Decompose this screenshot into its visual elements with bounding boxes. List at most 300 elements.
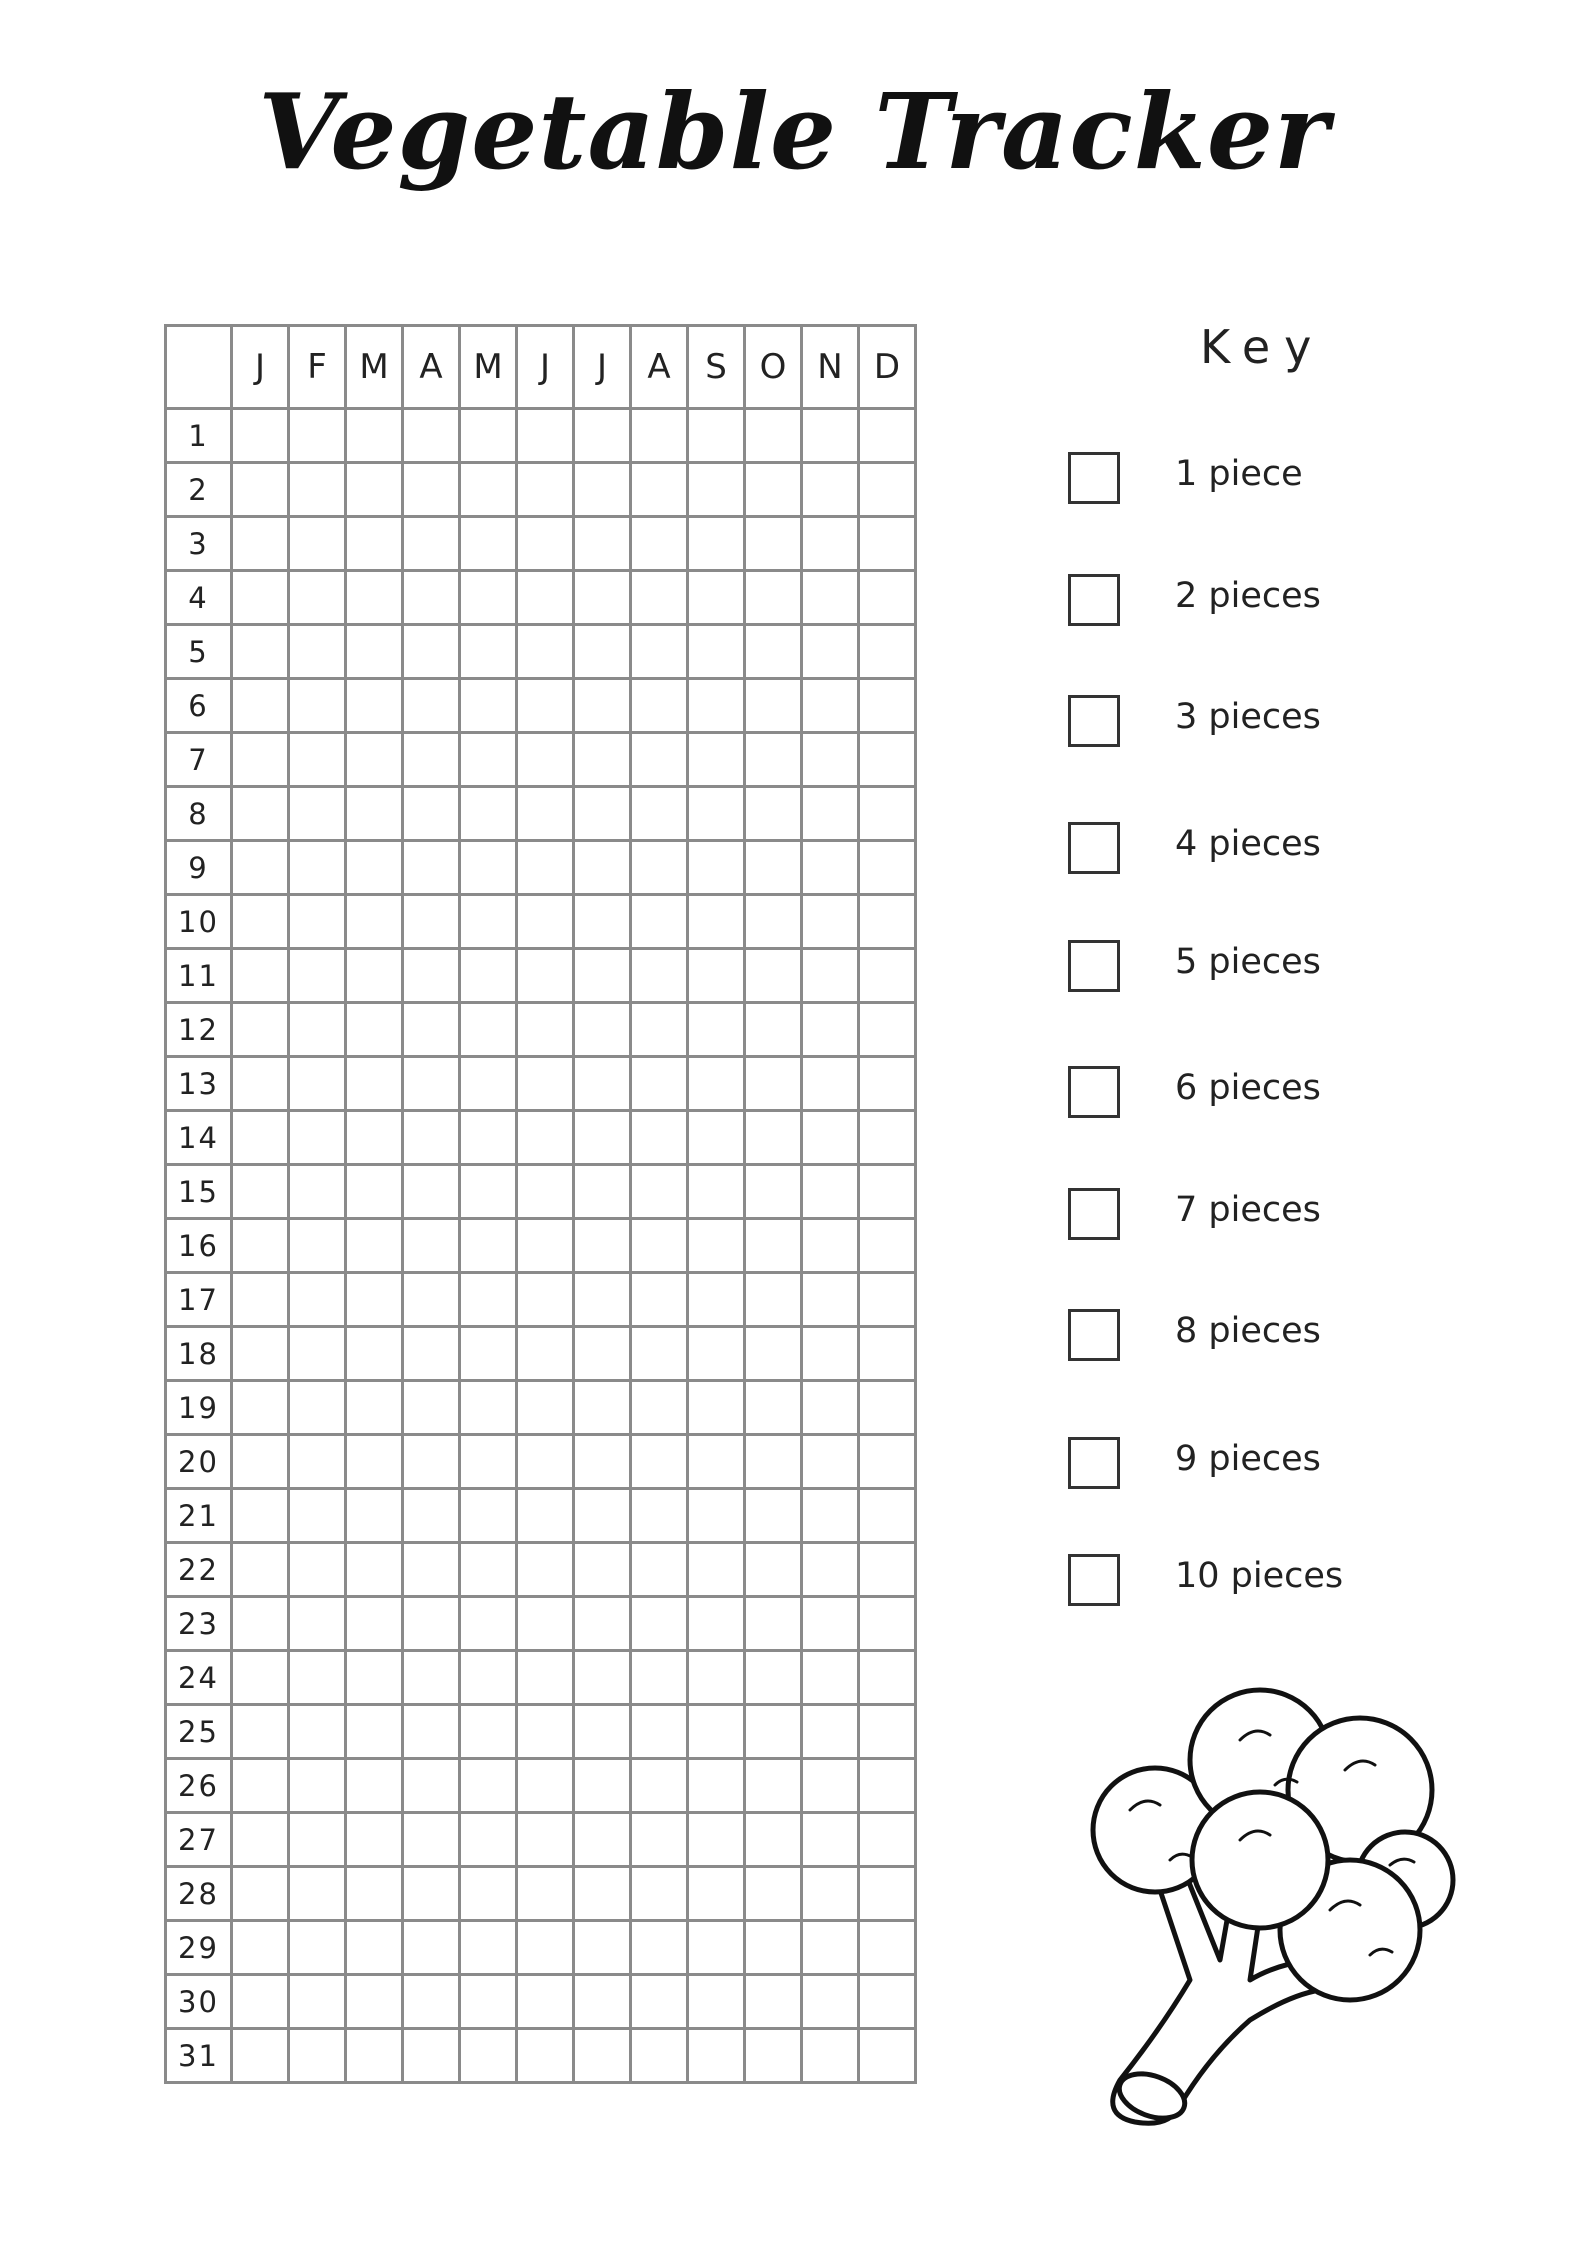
tracker-cell[interactable]	[745, 463, 802, 517]
tracker-cell[interactable]	[517, 463, 574, 517]
tracker-cell[interactable]	[232, 2029, 289, 2083]
tracker-cell[interactable]	[460, 1327, 517, 1381]
tracker-cell[interactable]	[289, 1327, 346, 1381]
tracker-cell[interactable]	[859, 895, 916, 949]
tracker-cell[interactable]	[745, 1867, 802, 1921]
tracker-cell[interactable]	[574, 1273, 631, 1327]
tracker-cell[interactable]	[289, 517, 346, 571]
tracker-cell[interactable]	[802, 625, 859, 679]
tracker-cell[interactable]	[289, 463, 346, 517]
tracker-cell[interactable]	[232, 1165, 289, 1219]
tracker-cell[interactable]	[403, 1597, 460, 1651]
tracker-cell[interactable]	[688, 1705, 745, 1759]
tracker-cell[interactable]	[460, 1867, 517, 1921]
tracker-cell[interactable]	[802, 1435, 859, 1489]
tracker-cell[interactable]	[403, 1867, 460, 1921]
tracker-cell[interactable]	[517, 787, 574, 841]
tracker-cell[interactable]	[346, 1057, 403, 1111]
tracker-cell[interactable]	[460, 517, 517, 571]
tracker-cell[interactable]	[802, 1921, 859, 1975]
tracker-cell[interactable]	[574, 679, 631, 733]
tracker-cell[interactable]	[346, 1327, 403, 1381]
tracker-cell[interactable]	[460, 679, 517, 733]
key-checkbox[interactable]	[1068, 1188, 1120, 1240]
tracker-cell[interactable]	[460, 733, 517, 787]
tracker-cell[interactable]	[688, 1597, 745, 1651]
tracker-cell[interactable]	[631, 1759, 688, 1813]
tracker-cell[interactable]	[631, 1165, 688, 1219]
tracker-cell[interactable]	[574, 1651, 631, 1705]
tracker-cell[interactable]	[232, 895, 289, 949]
tracker-cell[interactable]	[403, 1219, 460, 1273]
tracker-cell[interactable]	[517, 409, 574, 463]
tracker-cell[interactable]	[574, 1003, 631, 1057]
tracker-cell[interactable]	[517, 1813, 574, 1867]
tracker-cell[interactable]	[232, 1111, 289, 1165]
tracker-cell[interactable]	[460, 1813, 517, 1867]
tracker-cell[interactable]	[745, 1057, 802, 1111]
tracker-cell[interactable]	[688, 1273, 745, 1327]
tracker-cell[interactable]	[232, 841, 289, 895]
tracker-cell[interactable]	[232, 1219, 289, 1273]
tracker-cell[interactable]	[517, 895, 574, 949]
tracker-cell[interactable]	[289, 1489, 346, 1543]
tracker-cell[interactable]	[574, 1327, 631, 1381]
tracker-cell[interactable]	[232, 1705, 289, 1759]
tracker-cell[interactable]	[460, 1111, 517, 1165]
tracker-cell[interactable]	[745, 1543, 802, 1597]
tracker-cell[interactable]	[745, 1651, 802, 1705]
tracker-cell[interactable]	[517, 1273, 574, 1327]
tracker-cell[interactable]	[802, 733, 859, 787]
tracker-cell[interactable]	[403, 1165, 460, 1219]
tracker-cell[interactable]	[460, 1165, 517, 1219]
tracker-cell[interactable]	[574, 2029, 631, 2083]
tracker-cell[interactable]	[688, 1057, 745, 1111]
tracker-cell[interactable]	[289, 895, 346, 949]
tracker-cell[interactable]	[745, 679, 802, 733]
tracker-cell[interactable]	[745, 571, 802, 625]
tracker-cell[interactable]	[859, 1597, 916, 1651]
tracker-cell[interactable]	[631, 1273, 688, 1327]
tracker-cell[interactable]	[403, 787, 460, 841]
tracker-cell[interactable]	[460, 1921, 517, 1975]
tracker-cell[interactable]	[574, 841, 631, 895]
key-checkbox[interactable]	[1068, 1066, 1120, 1118]
tracker-cell[interactable]	[346, 787, 403, 841]
tracker-cell[interactable]	[859, 1921, 916, 1975]
tracker-cell[interactable]	[403, 949, 460, 1003]
tracker-cell[interactable]	[403, 1651, 460, 1705]
tracker-cell[interactable]	[346, 571, 403, 625]
tracker-cell[interactable]	[574, 571, 631, 625]
tracker-cell[interactable]	[517, 1921, 574, 1975]
tracker-cell[interactable]	[346, 1435, 403, 1489]
tracker-cell[interactable]	[859, 1435, 916, 1489]
tracker-cell[interactable]	[745, 1219, 802, 1273]
tracker-cell[interactable]	[631, 517, 688, 571]
tracker-cell[interactable]	[460, 1651, 517, 1705]
tracker-cell[interactable]	[517, 1381, 574, 1435]
tracker-cell[interactable]	[688, 1381, 745, 1435]
tracker-cell[interactable]	[574, 787, 631, 841]
tracker-cell[interactable]	[631, 895, 688, 949]
tracker-cell[interactable]	[574, 895, 631, 949]
tracker-cell[interactable]	[346, 1651, 403, 1705]
tracker-cell[interactable]	[232, 787, 289, 841]
tracker-cell[interactable]	[631, 571, 688, 625]
tracker-cell[interactable]	[346, 1759, 403, 1813]
tracker-cell[interactable]	[574, 1759, 631, 1813]
tracker-cell[interactable]	[403, 841, 460, 895]
tracker-cell[interactable]	[232, 733, 289, 787]
tracker-cell[interactable]	[859, 1327, 916, 1381]
tracker-cell[interactable]	[460, 1219, 517, 1273]
tracker-cell[interactable]	[460, 1489, 517, 1543]
tracker-cell[interactable]	[460, 1435, 517, 1489]
tracker-cell[interactable]	[688, 2029, 745, 2083]
tracker-cell[interactable]	[802, 1867, 859, 1921]
tracker-cell[interactable]	[346, 1489, 403, 1543]
tracker-cell[interactable]	[289, 1705, 346, 1759]
tracker-cell[interactable]	[688, 571, 745, 625]
tracker-cell[interactable]	[403, 679, 460, 733]
tracker-cell[interactable]	[232, 1381, 289, 1435]
tracker-cell[interactable]	[346, 1813, 403, 1867]
tracker-cell[interactable]	[289, 1921, 346, 1975]
tracker-cell[interactable]	[460, 949, 517, 1003]
tracker-cell[interactable]	[802, 679, 859, 733]
tracker-cell[interactable]	[460, 625, 517, 679]
tracker-cell[interactable]	[631, 787, 688, 841]
tracker-cell[interactable]	[574, 1867, 631, 1921]
tracker-cell[interactable]	[802, 1273, 859, 1327]
tracker-cell[interactable]	[688, 409, 745, 463]
tracker-cell[interactable]	[802, 1813, 859, 1867]
tracker-cell[interactable]	[517, 1597, 574, 1651]
tracker-cell[interactable]	[859, 1651, 916, 1705]
tracker-cell[interactable]	[289, 1975, 346, 2029]
tracker-cell[interactable]	[289, 2029, 346, 2083]
tracker-cell[interactable]	[289, 1597, 346, 1651]
tracker-cell[interactable]	[460, 1975, 517, 2029]
tracker-cell[interactable]	[631, 679, 688, 733]
tracker-cell[interactable]	[745, 949, 802, 1003]
tracker-cell[interactable]	[859, 841, 916, 895]
key-checkbox[interactable]	[1068, 940, 1120, 992]
tracker-cell[interactable]	[517, 1057, 574, 1111]
tracker-cell[interactable]	[460, 787, 517, 841]
tracker-cell[interactable]	[631, 733, 688, 787]
tracker-cell[interactable]	[346, 1867, 403, 1921]
tracker-cell[interactable]	[232, 625, 289, 679]
tracker-cell[interactable]	[631, 409, 688, 463]
tracker-cell[interactable]	[346, 463, 403, 517]
tracker-cell[interactable]	[574, 1597, 631, 1651]
tracker-cell[interactable]	[403, 625, 460, 679]
tracker-cell[interactable]	[688, 787, 745, 841]
tracker-cell[interactable]	[460, 1543, 517, 1597]
tracker-cell[interactable]	[460, 1597, 517, 1651]
tracker-cell[interactable]	[631, 1381, 688, 1435]
tracker-cell[interactable]	[745, 895, 802, 949]
tracker-cell[interactable]	[745, 1975, 802, 2029]
tracker-cell[interactable]	[289, 1111, 346, 1165]
tracker-cell[interactable]	[403, 1381, 460, 1435]
tracker-cell[interactable]	[631, 2029, 688, 2083]
tracker-cell[interactable]	[688, 1435, 745, 1489]
tracker-cell[interactable]	[232, 949, 289, 1003]
tracker-cell[interactable]	[460, 409, 517, 463]
tracker-cell[interactable]	[403, 571, 460, 625]
tracker-cell[interactable]	[346, 841, 403, 895]
tracker-cell[interactable]	[517, 1435, 574, 1489]
tracker-cell[interactable]	[289, 1543, 346, 1597]
tracker-cell[interactable]	[688, 1543, 745, 1597]
tracker-cell[interactable]	[802, 1651, 859, 1705]
tracker-cell[interactable]	[802, 517, 859, 571]
tracker-cell[interactable]	[745, 1003, 802, 1057]
tracker-cell[interactable]	[745, 787, 802, 841]
tracker-cell[interactable]	[745, 517, 802, 571]
tracker-cell[interactable]	[745, 1111, 802, 1165]
tracker-cell[interactable]	[403, 1813, 460, 1867]
tracker-cell[interactable]	[631, 1597, 688, 1651]
tracker-cell[interactable]	[745, 1489, 802, 1543]
tracker-cell[interactable]	[346, 409, 403, 463]
tracker-cell[interactable]	[232, 1003, 289, 1057]
tracker-cell[interactable]	[289, 1759, 346, 1813]
tracker-cell[interactable]	[232, 1813, 289, 1867]
tracker-cell[interactable]	[859, 787, 916, 841]
tracker-cell[interactable]	[574, 949, 631, 1003]
tracker-cell[interactable]	[859, 1003, 916, 1057]
tracker-cell[interactable]	[460, 841, 517, 895]
tracker-cell[interactable]	[688, 1759, 745, 1813]
tracker-cell[interactable]	[574, 1489, 631, 1543]
tracker-cell[interactable]	[745, 841, 802, 895]
tracker-cell[interactable]	[289, 1219, 346, 1273]
tracker-cell[interactable]	[574, 1111, 631, 1165]
tracker-cell[interactable]	[289, 841, 346, 895]
tracker-cell[interactable]	[574, 463, 631, 517]
tracker-cell[interactable]	[859, 1705, 916, 1759]
tracker-cell[interactable]	[688, 1489, 745, 1543]
tracker-cell[interactable]	[232, 1273, 289, 1327]
tracker-cell[interactable]	[859, 2029, 916, 2083]
key-checkbox[interactable]	[1068, 1309, 1120, 1361]
tracker-cell[interactable]	[346, 1111, 403, 1165]
tracker-cell[interactable]	[859, 1543, 916, 1597]
tracker-cell[interactable]	[631, 949, 688, 1003]
tracker-cell[interactable]	[859, 1813, 916, 1867]
tracker-cell[interactable]	[289, 409, 346, 463]
tracker-cell[interactable]	[745, 1273, 802, 1327]
tracker-cell[interactable]	[631, 1435, 688, 1489]
tracker-cell[interactable]	[859, 949, 916, 1003]
tracker-cell[interactable]	[517, 1003, 574, 1057]
tracker-cell[interactable]	[289, 1867, 346, 1921]
tracker-cell[interactable]	[802, 2029, 859, 2083]
tracker-cell[interactable]	[859, 1489, 916, 1543]
tracker-cell[interactable]	[802, 949, 859, 1003]
tracker-cell[interactable]	[574, 1705, 631, 1759]
tracker-cell[interactable]	[403, 733, 460, 787]
tracker-cell[interactable]	[859, 1867, 916, 1921]
tracker-cell[interactable]	[232, 1327, 289, 1381]
tracker-cell[interactable]	[859, 733, 916, 787]
tracker-cell[interactable]	[403, 1705, 460, 1759]
tracker-cell[interactable]	[517, 1327, 574, 1381]
tracker-cell[interactable]	[574, 1381, 631, 1435]
tracker-cell[interactable]	[631, 625, 688, 679]
tracker-cell[interactable]	[859, 679, 916, 733]
tracker-cell[interactable]	[403, 409, 460, 463]
tracker-cell[interactable]	[688, 1111, 745, 1165]
key-checkbox[interactable]	[1068, 452, 1120, 504]
tracker-cell[interactable]	[403, 1327, 460, 1381]
tracker-cell[interactable]	[631, 1111, 688, 1165]
tracker-cell[interactable]	[745, 625, 802, 679]
tracker-cell[interactable]	[232, 463, 289, 517]
tracker-cell[interactable]	[802, 1327, 859, 1381]
tracker-cell[interactable]	[631, 463, 688, 517]
tracker-cell[interactable]	[745, 1435, 802, 1489]
tracker-cell[interactable]	[859, 625, 916, 679]
tracker-cell[interactable]	[460, 1003, 517, 1057]
tracker-cell[interactable]	[802, 1003, 859, 1057]
tracker-cell[interactable]	[631, 1057, 688, 1111]
tracker-cell[interactable]	[232, 1057, 289, 1111]
tracker-cell[interactable]	[460, 2029, 517, 2083]
tracker-cell[interactable]	[289, 1651, 346, 1705]
tracker-cell[interactable]	[232, 1759, 289, 1813]
tracker-cell[interactable]	[289, 787, 346, 841]
tracker-cell[interactable]	[574, 1057, 631, 1111]
tracker-cell[interactable]	[403, 1273, 460, 1327]
tracker-cell[interactable]	[346, 1921, 403, 1975]
tracker-cell[interactable]	[232, 679, 289, 733]
tracker-cell[interactable]	[346, 1543, 403, 1597]
tracker-cell[interactable]	[574, 1921, 631, 1975]
tracker-cell[interactable]	[460, 1705, 517, 1759]
tracker-cell[interactable]	[289, 1003, 346, 1057]
tracker-cell[interactable]	[859, 1273, 916, 1327]
tracker-cell[interactable]	[631, 1705, 688, 1759]
tracker-cell[interactable]	[232, 1489, 289, 1543]
tracker-cell[interactable]	[289, 1381, 346, 1435]
tracker-cell[interactable]	[574, 1543, 631, 1597]
tracker-cell[interactable]	[631, 1975, 688, 2029]
tracker-cell[interactable]	[745, 1921, 802, 1975]
tracker-cell[interactable]	[802, 1057, 859, 1111]
tracker-cell[interactable]	[289, 571, 346, 625]
tracker-cell[interactable]	[859, 571, 916, 625]
tracker-cell[interactable]	[745, 1327, 802, 1381]
tracker-cell[interactable]	[745, 1381, 802, 1435]
tracker-cell[interactable]	[517, 1759, 574, 1813]
tracker-cell[interactable]	[688, 1165, 745, 1219]
tracker-cell[interactable]	[289, 1057, 346, 1111]
tracker-cell[interactable]	[232, 1435, 289, 1489]
tracker-cell[interactable]	[517, 1111, 574, 1165]
tracker-cell[interactable]	[802, 1597, 859, 1651]
tracker-cell[interactable]	[346, 517, 403, 571]
tracker-cell[interactable]	[232, 409, 289, 463]
tracker-cell[interactable]	[232, 1651, 289, 1705]
tracker-cell[interactable]	[460, 895, 517, 949]
tracker-cell[interactable]	[346, 1381, 403, 1435]
tracker-cell[interactable]	[688, 1651, 745, 1705]
tracker-cell[interactable]	[460, 1273, 517, 1327]
tracker-cell[interactable]	[232, 1867, 289, 1921]
tracker-cell[interactable]	[517, 1975, 574, 2029]
tracker-cell[interactable]	[745, 733, 802, 787]
tracker-cell[interactable]	[631, 1651, 688, 1705]
tracker-cell[interactable]	[346, 733, 403, 787]
tracker-cell[interactable]	[403, 1921, 460, 1975]
tracker-cell[interactable]	[517, 679, 574, 733]
tracker-cell[interactable]	[517, 625, 574, 679]
tracker-cell[interactable]	[688, 949, 745, 1003]
tracker-cell[interactable]	[631, 1543, 688, 1597]
tracker-cell[interactable]	[802, 1489, 859, 1543]
tracker-cell[interactable]	[688, 733, 745, 787]
tracker-cell[interactable]	[802, 1543, 859, 1597]
tracker-cell[interactable]	[460, 1057, 517, 1111]
tracker-cell[interactable]	[403, 1543, 460, 1597]
tracker-cell[interactable]	[802, 1759, 859, 1813]
tracker-cell[interactable]	[745, 1165, 802, 1219]
tracker-cell[interactable]	[346, 2029, 403, 2083]
tracker-cell[interactable]	[802, 463, 859, 517]
tracker-cell[interactable]	[517, 1651, 574, 1705]
tracker-cell[interactable]	[859, 1975, 916, 2029]
tracker-cell[interactable]	[403, 1435, 460, 1489]
tracker-cell[interactable]	[517, 841, 574, 895]
tracker-cell[interactable]	[859, 1111, 916, 1165]
tracker-cell[interactable]	[403, 2029, 460, 2083]
tracker-cell[interactable]	[289, 679, 346, 733]
tracker-cell[interactable]	[574, 1975, 631, 2029]
tracker-cell[interactable]	[802, 1975, 859, 2029]
tracker-cell[interactable]	[289, 733, 346, 787]
tracker-cell[interactable]	[745, 1759, 802, 1813]
tracker-cell[interactable]	[688, 1975, 745, 2029]
tracker-cell[interactable]	[631, 841, 688, 895]
tracker-cell[interactable]	[346, 1705, 403, 1759]
tracker-cell[interactable]	[517, 571, 574, 625]
tracker-cell[interactable]	[517, 1867, 574, 1921]
tracker-cell[interactable]	[232, 571, 289, 625]
tracker-cell[interactable]	[232, 1597, 289, 1651]
tracker-cell[interactable]	[403, 1057, 460, 1111]
tracker-cell[interactable]	[574, 733, 631, 787]
tracker-cell[interactable]	[859, 1219, 916, 1273]
tracker-cell[interactable]	[574, 409, 631, 463]
tracker-cell[interactable]	[859, 1165, 916, 1219]
tracker-cell[interactable]	[802, 571, 859, 625]
tracker-cell[interactable]	[517, 517, 574, 571]
tracker-cell[interactable]	[802, 1219, 859, 1273]
tracker-cell[interactable]	[289, 625, 346, 679]
tracker-cell[interactable]	[688, 1219, 745, 1273]
tracker-cell[interactable]	[859, 1381, 916, 1435]
tracker-cell[interactable]	[802, 841, 859, 895]
tracker-cell[interactable]	[289, 1273, 346, 1327]
tracker-cell[interactable]	[745, 2029, 802, 2083]
tracker-cell[interactable]	[688, 1327, 745, 1381]
